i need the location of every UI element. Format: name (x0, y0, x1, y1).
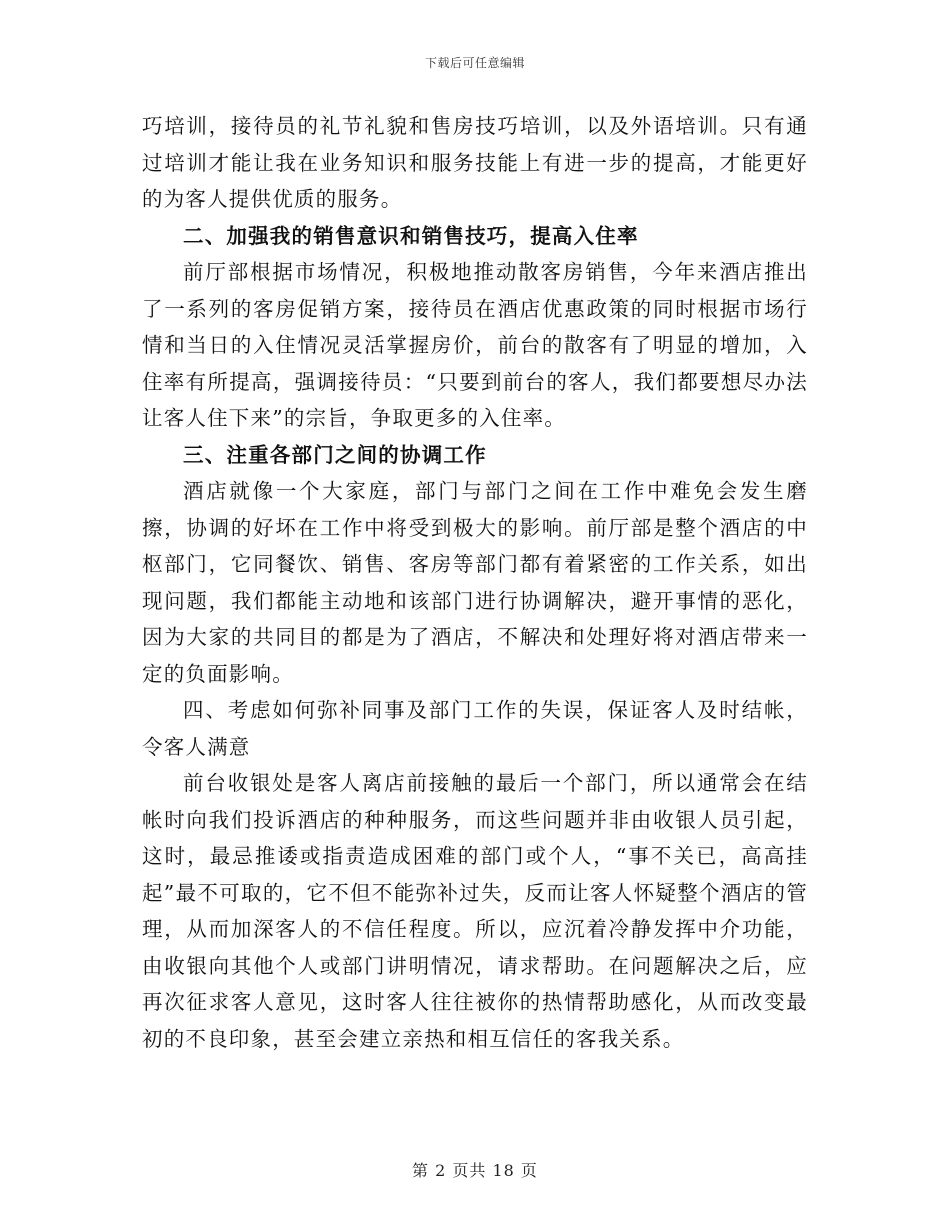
section-heading-checkout: 四、考虑如何弥补同事及部门工作的失误，保证客人及时结帐，令客人满意 (142, 698, 808, 759)
paragraph-sales: 前厅部根据市场情况，积极地推动散客房销售，今年来酒店推出了一系列的客房促销方案，接待员在酒店优惠政策的同时根据市场行情和当日的入住情况灵活掌握房价，前台的散客有了明显的增加，入住率有所提高，强调接待员：“只要到前台的客人，我们都要想尽办法让客人住下来”的宗旨，争取更多的入住率。 (142, 260, 808, 430)
paragraph-checkout: 前台收银处是客人离店前接触的最后一个部门，所以通常会在结帐时向我们投诉酒店的种种服务，而这些问题并非由收银人员引起，这时，最忌推诿或指责造成困难的部门或个人，“事不关已，高高挂起”最不可取的，它不但不能弥补过失，反而让客人怀疑整个酒店的管理，从而加深客人的不信任程度。所以，应沉着冷静发挥中介功能，由收银向其他个人或部门讲明情况，请求帮助。在问题解决之后，应再次征求客人意见，这时客人往往被你的热情帮助感化，从而改变最初的不良印象，甚至会建立亲热和相互信任的客我关系。 (142, 771, 808, 1051)
section-heading-sales: 二、加强我的销售意识和销售技巧，提高入住率 (183, 223, 639, 248)
page-header: 下载后可任意编辑 (424, 56, 525, 70)
page-footer: 第 2 页共 18 页 (412, 1161, 538, 1180)
paragraph-coordination: 酒店就像一个大家庭，部门与部门之间在工作中难免会发生磨擦，协调的好坏在工作中将受到极大的影响。前厅部是整个酒店的中枢部门，它同餐饮、销售、客房等部门都有着紧密的工作关系，如出现问题，我们都能主动地和该部门进行协调解决，避开事情的恶化，因为大家的共同目的都是为了酒店，不解决和处理好将对酒店带来一定的负面影响。 (142, 479, 808, 686)
document-body (142, 108, 808, 1057)
paragraph-training-continued: 巧培训，接待员的礼节礼貌和售房技巧培训，以及外语培训。只有通过培训才能让我在业务知识和服务技能上有进一步的提高，才能更好的为客人提供优质的服务。 (142, 114, 808, 211)
section-heading-coordination: 三、注重各部门之间的协调工作 (183, 442, 487, 467)
